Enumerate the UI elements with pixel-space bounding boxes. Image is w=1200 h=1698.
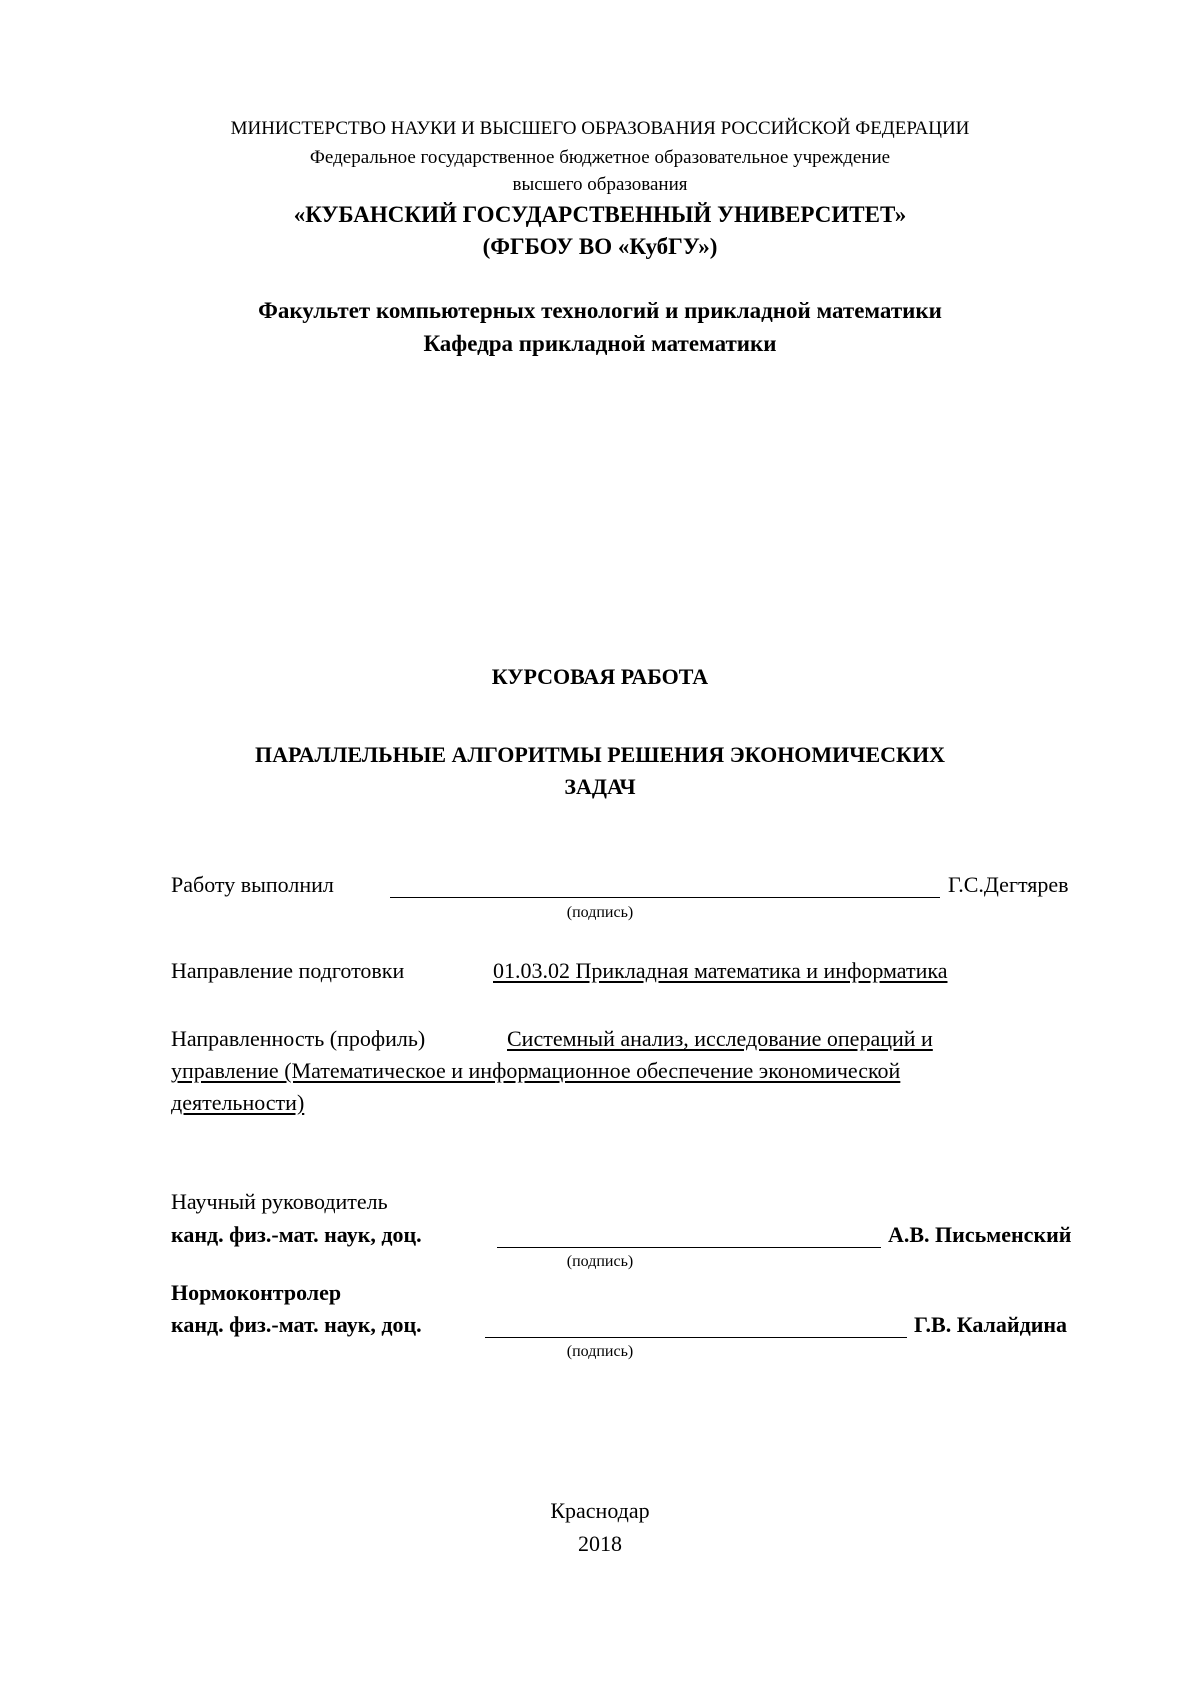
faculty-name: Факультет компьютерных технологий и прикладной математики — [258, 298, 942, 323]
profile-value-line-3: деятельности) — [171, 1090, 305, 1115]
normcontroller-signature-line — [485, 1337, 907, 1338]
normcontroller-degree: канд. физ.-мат. наук, доц. — [171, 1312, 422, 1337]
city: Краснодар — [550, 1498, 650, 1523]
direction-value: 01.03.02 Прикладная математика и информатика — [493, 958, 948, 983]
author-signature-line — [390, 897, 940, 898]
author-name: Г.С.Дегтярев — [948, 872, 1069, 897]
normcontroller-signature-caption: (подпись) — [566, 1343, 634, 1360]
normcontroller-name: Г.В. Калайдина — [914, 1312, 1068, 1337]
ministry-line: МИНИСТЕРСТВО НАУКИ И ВЫСШЕГО ОБРАЗОВАНИЯ РОССИЙСКОЙ ФЕДЕРАЦИИ — [230, 118, 970, 139]
university-name: «КУБАНСКИЙ ГОСУДАРСТВЕННЫЙ УНИВЕРСИТЕТ» — [293, 202, 907, 227]
author-label: Работу выполнил — [171, 872, 334, 897]
year: 2018 — [578, 1531, 622, 1556]
work-type: КУРСОВАЯ РАБОТА — [491, 664, 709, 689]
profile-value-line-1: Системный анализ, исследование операций и — [507, 1026, 933, 1051]
supervisor-degree: канд. физ.-мат. наук, доц. — [171, 1222, 422, 1247]
supervisor-role: Научный руководитель — [171, 1189, 388, 1214]
topic-line-2: ЗАДАЧ — [564, 774, 636, 799]
author-signature-caption: (подпись) — [566, 904, 634, 921]
department-name: Кафедра прикладной математики — [423, 331, 777, 356]
supervisor-name: А.В. Письменский — [888, 1222, 1072, 1247]
supervisor-signature-line — [497, 1247, 881, 1248]
institution-type-line-1: Федеральное государственное бюджетное образовательное учреждение — [309, 147, 891, 168]
university-short-name: (ФГБОУ ВО «КубГУ») — [482, 234, 718, 259]
institution-type-line-2: высшего образования — [512, 174, 688, 195]
normcontroller-role: Нормоконтролер — [171, 1280, 342, 1305]
profile-label: Направленность (профиль) — [171, 1026, 426, 1051]
direction-label: Направление подготовки — [171, 958, 405, 983]
profile-value-line-2: управление (Математическое и информационное обеспечение экономической — [171, 1058, 901, 1083]
topic-line-1: ПАРАЛЛЕЛЬНЫЕ АЛГОРИТМЫ РЕШЕНИЯ ЭКОНОМИЧЕСКИХ — [255, 742, 945, 767]
supervisor-signature-caption: (подпись) — [566, 1253, 634, 1270]
